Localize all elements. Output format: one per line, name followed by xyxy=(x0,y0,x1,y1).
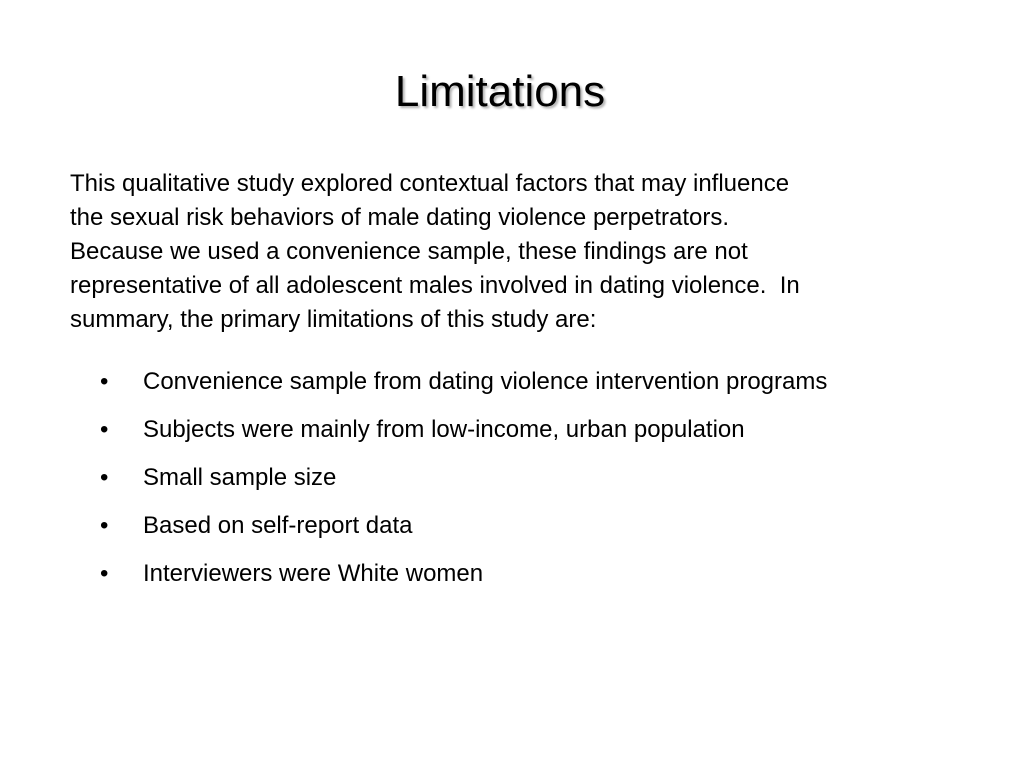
bullet-icon: • xyxy=(100,368,109,395)
bullet-icon: • xyxy=(100,416,109,443)
bullet-text: Subjects were mainly from low-income, urban population xyxy=(143,416,745,443)
bullet-text: Small sample size xyxy=(143,464,337,491)
list-item xyxy=(100,364,1000,412)
limitations-list xyxy=(100,364,1000,604)
intro-line: This qualitative study explored contextual factors that may influence xyxy=(70,170,790,197)
intro-line: representative of all adolescent males involved in dating violence. In xyxy=(70,272,800,299)
bullet-icon: • xyxy=(100,560,109,587)
bullet-text: Convenience sample from dating violence intervention programs xyxy=(143,368,828,395)
list-item xyxy=(100,508,1000,556)
intro-line: Because we used a convenience sample, these findings are not xyxy=(70,238,748,265)
list-item xyxy=(100,460,1000,508)
intro-line: summary, the primary limitations of this study are: xyxy=(70,306,597,333)
bullet-text: Interviewers were White women xyxy=(143,560,484,587)
list-item xyxy=(100,556,1000,604)
slide-title: Limitations xyxy=(394,67,606,116)
bullet-icon: • xyxy=(100,464,109,491)
bullet-text: Based on self-report data xyxy=(143,512,413,539)
bullet-icon: • xyxy=(100,512,109,539)
intro-paragraph xyxy=(70,167,970,337)
list-item xyxy=(100,412,1000,460)
intro-line: the sexual risk behaviors of male dating violence perpetrators. xyxy=(70,204,730,231)
